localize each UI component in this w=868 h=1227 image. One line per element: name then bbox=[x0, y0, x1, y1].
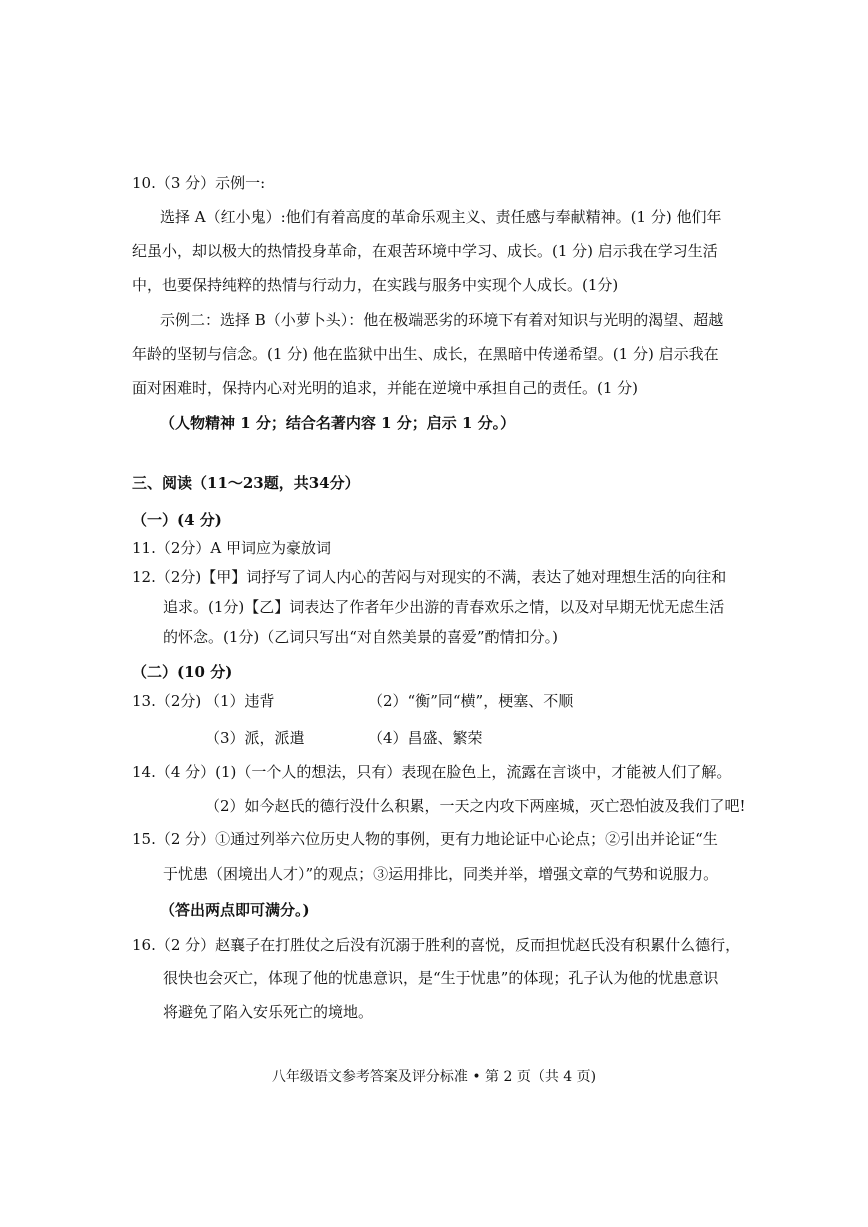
q13-answer-2: （2）“衡”同“横”，梗塞、不顺 bbox=[368, 692, 574, 710]
q14-line1: 14.（4 分）(1)（一个人的想法，只有）表现在脸色上，流露在言谈中，才能被人们了解。 bbox=[132, 763, 732, 781]
q10-example1-line2: 纪虽小，却以极大的热情投身革命，在艰苦环境中学习、成长。(1 分) 启示我在学习生活 bbox=[132, 242, 718, 260]
q12-line3: 的怀念。(1分)（乙词只写出“对自然美景的喜爱”酌情扣分。) bbox=[163, 628, 558, 646]
q13-answer-3: （3）派，派遣 bbox=[205, 729, 305, 747]
q10-example2-line1: 示例二：选择 B（小萝卜头）：他在极端恶劣的环境下有着对知识与光明的渴望、超越 bbox=[160, 311, 724, 329]
q10-scoring-note: （人物精神 1 分；结合名著内容 1 分；启示 1 分。） bbox=[160, 414, 516, 432]
q10-example2-line3: 面对困难时，保持内心对光明的追求，并能在逆境中承担自己的责任。(1 分) bbox=[132, 379, 639, 397]
q12-line2: 追求。(1分)【乙】词表达了作者年少出游的青春欢乐之情，以及对早期无忧无虑生活 bbox=[163, 598, 725, 616]
part2-title: （二）(10 分) bbox=[132, 663, 233, 681]
q13-answer-1: （1）违背 bbox=[205, 692, 275, 710]
q14-line2: （2）如今赵氏的德行没什么积累，一天之内攻下两座城，灭亡恐怕波及我们了吧! bbox=[205, 797, 746, 815]
q15-line2: 于忧患（困境出人才）”的观点；③运用排比，同类并举，增强文章的气势和说服力。 bbox=[163, 865, 719, 883]
q10-heading: 10.（3 分）示例一: bbox=[132, 174, 266, 192]
q13-number: 13.（2分) bbox=[132, 692, 202, 710]
q10-example2-line2: 年龄的坚韧与信念。(1 分) 他在监狱中出生、成长，在黑暗中传递希望。(1 分) 启示我在 bbox=[132, 345, 719, 363]
q16-line1: 16.（2 分）赵襄子在打胜仗之后没有沉溺于胜利的喜悦，反而担忧赵氏没有积累什么德行， bbox=[132, 936, 741, 954]
q13-answer-4: （4）昌盛、繁荣 bbox=[368, 729, 483, 747]
q11-answer: 11.（2分）A 甲词应为豪放词 bbox=[132, 539, 332, 557]
section3-title: 三、阅读（11～23题，共34分） bbox=[132, 474, 360, 492]
q10-example1-line1: 选择 A（红小鬼）:他们有着高度的革命乐观主义、责任感与奉献精神。(1 分) 他们年 bbox=[160, 208, 722, 226]
q12-line1: 12.（2分)【甲】词抒写了词人内心的苦闷与对现实的不满，表达了她对理想生活的向往和 bbox=[132, 568, 727, 586]
page-footer: 八年级语文参考答案及评分标准 • 第 2 页（共 4 页) bbox=[271, 1069, 597, 1085]
part1-title: （一）(4 分) bbox=[132, 511, 222, 529]
q15-note: （答出两点即可满分。) bbox=[160, 901, 310, 919]
q10-example1-line3: 中，也要保持纯粹的热情与行动力，在实践与服务中实现个人成长。(1分) bbox=[132, 276, 619, 294]
q15-line1: 15.（2 分）①通过列举六位历史人物的事例，更有力地论证中心论点；②引出并论证“生 bbox=[132, 830, 718, 848]
q16-line3: 将避免了陷入安乐死亡的境地。 bbox=[163, 1003, 374, 1021]
q16-line2: 很快也会灭亡，体现了他的忧患意识，是“生于忧患”的体现；孔子认为他的忧患意识 bbox=[163, 969, 719, 987]
